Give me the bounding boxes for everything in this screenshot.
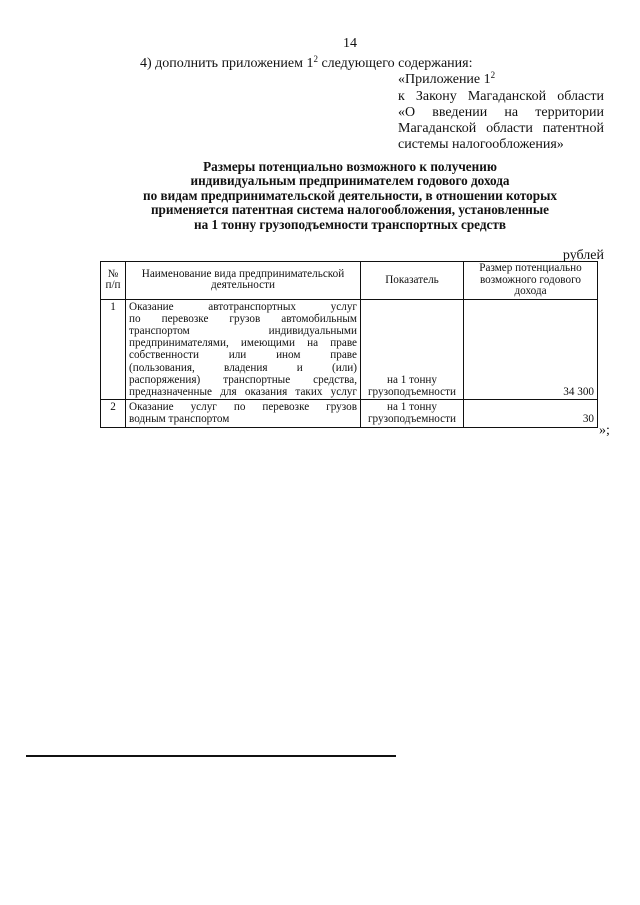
appendix-line: системы налогообложения»: [398, 137, 564, 152]
header-indicator: Показатель: [361, 262, 464, 300]
name-line: (пользования, владения и (или): [129, 361, 357, 374]
row-name: [126, 400, 361, 427]
name-line: Оказание услуг по перевозке грузов: [129, 401, 357, 414]
heading-line: применяется патентная система налогообложения, установленные: [150, 202, 550, 218]
page-number: 14: [343, 36, 357, 51]
intro-rest: следующего содержания:: [317, 56, 473, 71]
heading-line: Размеры потенциально возможного к получению: [203, 159, 497, 174]
name-line: предназначенные для оказания таких услуг: [129, 385, 357, 398]
footnote-divider: [26, 755, 396, 757]
appendix-line: «О введении на территории: [398, 105, 604, 120]
document-heading: [90, 160, 610, 232]
name-line: Оказание автотранспортных услуг: [129, 300, 357, 313]
name-line: водным транспортом: [129, 413, 230, 426]
table-header-row: [101, 262, 598, 300]
name-line: предпринимателями, имеющими на праве: [129, 337, 357, 350]
intro-superscript: 2: [313, 54, 318, 64]
appendix-text: «Приложение 1: [398, 72, 491, 87]
currency-label: рублей: [562, 248, 604, 263]
row-value: 30: [464, 400, 598, 427]
name-line: транспортом индивидуальными: [129, 324, 357, 337]
heading-line: индивидуальным предпринимателем годового дохода: [190, 173, 510, 189]
appendix-superscript: 2: [490, 70, 496, 80]
header-name: Наименование вида предпринимательской деятельности: [126, 262, 361, 300]
row-name: [126, 299, 361, 400]
row-value: 34 300: [464, 299, 598, 400]
intro-paragraph: [140, 56, 473, 72]
closing-quote: »;: [599, 423, 610, 438]
table-row: [101, 299, 598, 400]
name-line: по перевозке грузов автомобильным: [129, 312, 357, 325]
row-indicator: на 1 тонну грузоподъемности: [361, 400, 464, 427]
table-row: [101, 400, 598, 427]
intro-text: 4) дополнить приложением 1: [140, 56, 314, 71]
heading-line: на 1 тонну грузоподъемности транспортных средств: [194, 216, 506, 232]
appendix-line: Магаданской области патентной: [398, 121, 604, 136]
income-table: [100, 261, 598, 428]
row-indicator: на 1 тонну грузоподъемности: [361, 299, 464, 400]
name-line: распоряжения) транспортные средства,: [129, 373, 357, 386]
appendix-line: [398, 72, 604, 89]
appendix-line: к Закону Магаданской области: [398, 89, 604, 104]
header-value: Размер потенциально возможного годового дохода: [464, 262, 598, 300]
row-num: 1: [101, 299, 126, 400]
row-num: 2: [101, 400, 126, 427]
name-line: собственности или ином праве: [129, 349, 357, 362]
heading-line: по видам предпринимательской деятельности, в отношении которых: [142, 187, 557, 203]
header-num: № п/п: [101, 262, 126, 300]
